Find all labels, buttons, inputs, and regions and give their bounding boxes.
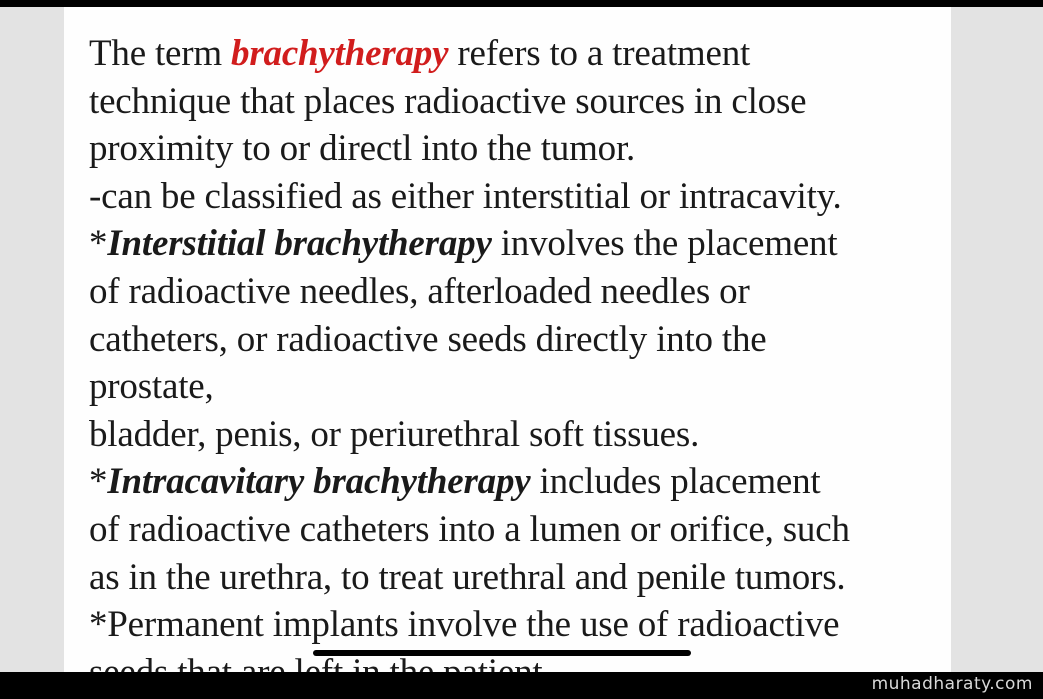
document-page	[64, 7, 951, 672]
text-line-13: *Permanent implants involve the use of radioactive	[89, 604, 840, 646]
text-line-9: bladder, penis, or periurethral soft tissues.	[89, 413, 700, 455]
heading-intracavitary: Intracavitary brachytherapy	[107, 461, 531, 503]
scroll-indicator-bar	[313, 650, 691, 656]
text-span: includes placement	[530, 461, 821, 503]
text-line-3: proximity to or directl into the tumor.	[89, 128, 636, 170]
text-line-6: of radioactive needles, afterloaded needles or	[89, 270, 750, 312]
text-line-8: prostate,	[89, 366, 214, 408]
text-span: refers to a treatment	[448, 33, 751, 74]
bullet-star: *	[89, 461, 108, 503]
text-line-5	[89, 220, 949, 268]
right-margin	[951, 7, 1043, 672]
top-bar	[0, 0, 1043, 7]
text-line-4: -can be classified as either interstitial or intracavity.	[89, 175, 842, 217]
left-margin	[0, 7, 64, 672]
text-span: The term	[89, 33, 232, 74]
text-line-12: as in the urethra, to treat urethral and penile tumors.	[89, 556, 846, 598]
text-line-1	[89, 30, 949, 78]
text-span: involves the placement	[491, 223, 838, 265]
text-line-2: technique that places radioactive sources in close	[89, 80, 807, 122]
heading-interstitial: Interstitial brachytherapy	[107, 223, 492, 265]
term-brachytherapy: brachytherapy	[231, 33, 449, 74]
text-line-7: catheters, or radioactive seeds directly into the	[89, 318, 767, 360]
text-line-11: of radioactive catheters into a lumen or orifice, such	[89, 508, 850, 550]
document-text	[89, 30, 949, 696]
text-line-10	[89, 458, 949, 506]
watermark-text: muhadharaty.com	[871, 674, 1033, 694]
bullet-star: *	[89, 223, 108, 265]
